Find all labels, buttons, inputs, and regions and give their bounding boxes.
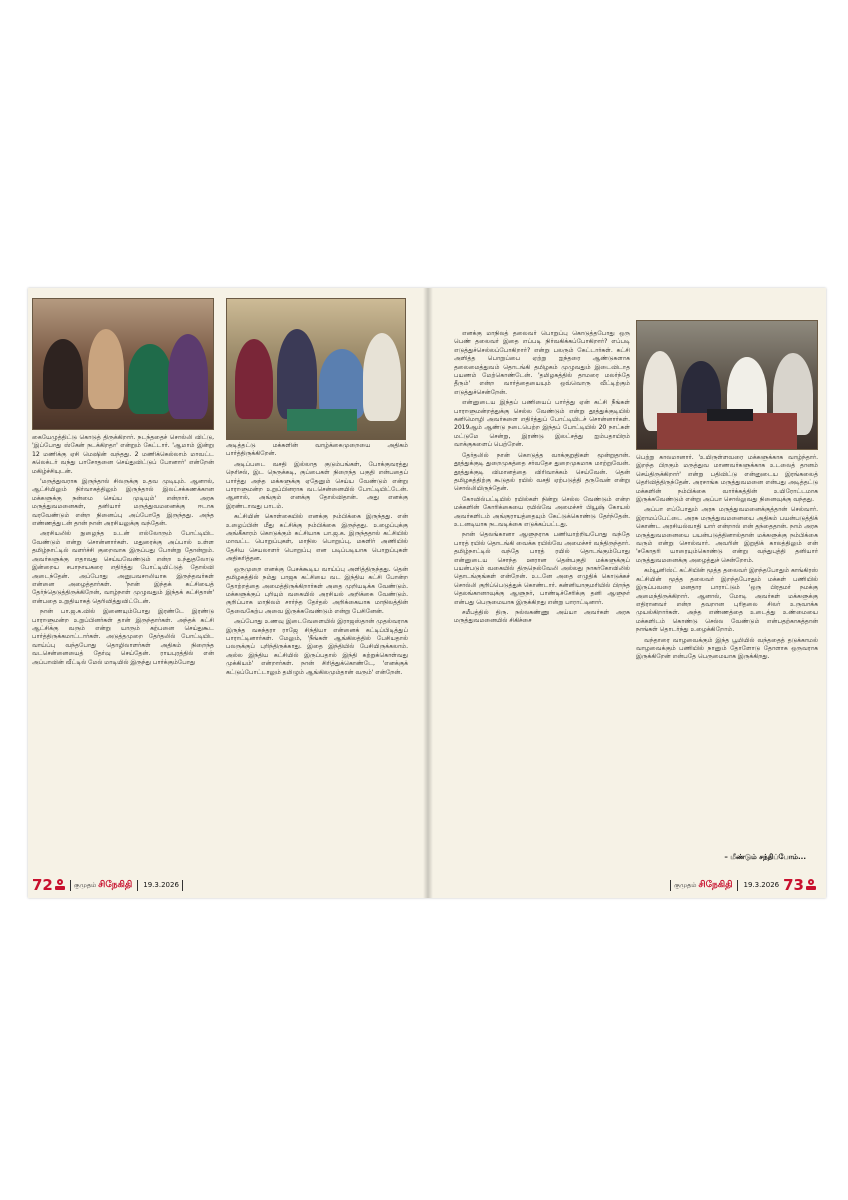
- magazine-name: குமுதம்: [674, 880, 697, 889]
- paragraph: பெற்று காலமானார். 'உயிருள்ளவரை மக்களுக்காக வாழ்ந்தார். இறந்த பிறகும் மருத்துவ மாணவர்களுக்காக உடலைத் தானம் செய்திருக்கிறார்' என்று பதிவிட்டு என்னுடைய இரங்கலைத் தெரிவித்திருந்தேன். அரசாங்க மருத்துவமனை என்பது அடித்தட்டு மக்களின் நம்பிக்கை வார்க்கத்தின் உயிரோட்டமாக இருக்கவேண்டும் என்று அப்பா சொல்லுவது நினைவுக்கு வந்தது.: [636, 454, 818, 504]
- page-number: 73: [783, 876, 804, 894]
- paragraph: என்னுடைய இந்தப் பணியைப் பார்த்து ஏன் கட்சி நீங்கள் பாராளுமன்றத்துக்கு செல்ல வேண்டும் என்று தூத்துக்குடியில் கனிமொழி அவர்களை எதிர்த்துப் போட்டியிடச் சொன்னார்கள். 2019ஆம் ஆண்டு நடைபெற்ற இந்தப் போட்டியில் 20 நாட்கள் மட்டுமே சென்று, இரண்டு இலட்சத்து ஐம்பதாயிரம் வாக்குகளைப் பெற்றேன்.: [454, 399, 630, 449]
- paragraph: அடித்தட்டு மக்களின் வாழ்க்கைமுறையை அதிகம் பார்த்திருக்கிறேன்.: [226, 442, 408, 458]
- paragraph: வந்தாரை வாழவைக்கும் இந்த பூமியில் வந்ததைத் தடுக்காமல் வாழவைக்கும் பணியில் நானும் தோளோடு தோளாக ஒருவராக இருக்கிறேன் என்பதே பெருமையாக இருக்கிறது.: [636, 636, 818, 661]
- divider: [670, 880, 671, 891]
- right-page: [428, 288, 826, 898]
- left-page-footer: [32, 876, 186, 894]
- paragraph: அப்போது உணவு இடைவேளையில் இராஜஸ்தான் முதல்வராக இருந்த வசுந்தரா ராஜே சிந்தியா என்னைக் கட்டிப்பிடித்துப் பாராட்டினார்கள். மேலும், 'நீங்கள் ஆங்கிலத்தில் பேசியதால் பலருக்குப் புரிந்திருக்காது. இதை இந்தியில் பேசியிருக்கலாம். அல்ல இந்திய கட்சியில் இருப்பதால் இந்தி கற்றுக்கொள்வது முக்கியம்' என்றார்கள். நான் சிரித்துக்கொண்டே, 'எனக்குக் கட்டுப்போட்டாலும் தமிழும் ஆங்கிலமும்தான் வரும்' என்றேன்.: [226, 618, 408, 676]
- paragraph: அடிப்படை வசதி இல்லாத குடும்பங்கள், போக்குவரத்து நெரிசல், இட நெருக்கடி, குப்பைகள் நிறைந்த பகுதி என்பதைப் பார்த்து அந்த மக்களுக்கு ஏதேனும் செய்ய வேண்டும் என்று பாராளுமன்ற உறுப்பினராக வடசென்னையில் போட்டியிட்டேன். ஆனால், அங்கும் எனக்கு தோல்விதான். அது எனக்கு இரண்டாவது பாடம்.: [226, 460, 408, 510]
- right-column-1: [454, 330, 630, 860]
- left-column-2: [226, 442, 408, 866]
- paragraph: கட்சியின் கொள்கையில் எனக்கு நம்பிக்கை இருந்தது. என் உழைப்பின் மீது கட்சிக்கு நம்பிக்கை இருந்தது. உழைப்புக்கு அங்கீகாரம் கொடுக்கும் கட்சியாக பா.ஜ.க. இருந்ததால் கட்சியில் மாவட்ட பொறுப்புகள், மாநில பொறுப்பு, மகளிர் அணியில் தேசிய செயலாளர் பொறுப்பு என படிப்படியாக பொறுப்புகள் அதிகரித்தன.: [226, 513, 408, 563]
- paragraph: 'மருத்துவராக இருந்தால் சிலருக்கு உதவ முடியும். ஆனால், ஆட்சியிலும் நிர்வாகத்திலும் இருந்தால் இலட்சக்கணக்கான மக்களுக்கு நன்மை செய்ய முடியும்' என்றார். அரசு மருத்துவமனைகள், தனியார் மருத்துவமனைக்கு ஈடாக வரவேண்டும் என்ற நினைப்பு அப்போதே இருந்தது. அந்த எண்ணத்துடன் தான் நான் அரசியலுக்கு வந்தேன்.: [32, 478, 214, 528]
- issue-date: 19.3.2026: [743, 881, 780, 889]
- page-number: 72: [32, 876, 53, 894]
- photo-visit-center: [226, 298, 406, 440]
- paragraph: நான் பா.ஜ.க.வில் இணையும்போது இரண்டே இரண்டு பாராளுமன்ற உறுப்பினர்கள் தான் இருந்தார்கள். அந்தக் கட்சி ஆட்சிக்கு வரும் என்று யாரும் கற்பனை செய்துகூட பார்த்திருக்கமாட்டார்கள். அடுத்தமுறை தேர்தலில் போட்டியிட வாய்ப்பு வந்தபோது தொழிலாளர்கள் அதிகம் நிறைந்த வடசென்னையைத் தேர்வு செய்தேன். ராயபுரத்தில் என் அப்பாவின் வீட்டில் மேல் மாடியில் இருந்து பார்க்கும்போது: [32, 608, 214, 666]
- left-column-1: [32, 434, 214, 866]
- divider: [182, 880, 183, 891]
- brand-logo-icon: [806, 879, 816, 891]
- brand-logo-icon: [55, 879, 65, 891]
- paragraph: அரசியலில் நுழைந்த உடன் எல்லோரும் போட்டியிட வேண்டும் என்று சொன்னார்கள். மதுரைக்கு அப்பால் உள்ள தமிழ்நாட்டில் வளர்ச்சி குறைவாக இருப்பது போன்று தோன்றும். அவர்களுக்கு எதாவது செய்யவேண்டும் என்ற உந்துதலோடு இன்றைய சபாநாயகரை எதிர்த்து போட்டியிட்டுத் தோல்வி அடைந்தேன். அப்போது அனுபவசாலியாக இருந்தவர்கள் என்னை அழைத்தார்கள். 'நான் இந்தக் கட்சியைத் தேர்ந்தெடுத்திருக்கிறேன், வாழ்நாள் முழுவதும் இந்தக் கட்சிதான்' என்பதை உறுதியாகத் தெரிவித்துவிட்டேன்.: [32, 530, 214, 605]
- paragraph: சமீபத்தில் திரு. நல்லகண்ணு அய்யா அவர்கள் அரசு மருத்துவமனையில் சிகிச்சை: [454, 609, 630, 625]
- photo-hospital-visit: [636, 320, 818, 450]
- paragraph: நான் தெலங்கானா ஆளுநராக பணியாற்றியபோது வந்தே பாரத் ரயில் தொடங்கி வைக்க ரயில்வே அமைச்சர் வந்திருந்தார். தமிழ்நாட்டில் வந்தே பாரத் ரயில் தொடங்கும்போது என்னுடைய சொந்த ஊரான தென்பகுதி மக்களுக்குப் பயன்படும் வகையில் திருநெல்வேலி அல்லது நாகர்கோவிலில் தொடங்குங்கள் என்றேன். உடனே அதை எழுதிக் கொடுக்கச் சொல்லி குறிப்பெடுத்துக் கொண்டார். கன்னியாகுமரியில் பிறந்த தெலங்கானாவுக்கு ஆளுநர், பாண்டிச்சேரிக்கு தனி ஆளுநர் என்பது பெருமையாக இருக்கிறது என்று பாராட்டினார்.: [454, 531, 630, 606]
- divider: [70, 880, 71, 891]
- photo-crowd-left: [32, 298, 214, 430]
- magazine-name: குமுதம்: [73, 880, 97, 889]
- paragraph: தேர்தலில் நான் கொடுத்த வாக்குறுதிகள் மூன்றுதான். தூத்துக்குடி துறைமுகத்தை சர்வதேச துறைமுகமாக மாற்றுவேன். தூத்துக்குடி விமானத்தை விரிவாக்கம் செய்வேன். தென் தமிழகத்திற்கு கூடுதல் ரயில் வசதி ஏற்படுத்தி தருவேன் என்று சொல்லியிருந்தேன்.: [454, 451, 630, 493]
- brand-name: சிநேகிதி: [98, 879, 133, 890]
- brand-name: சிநேகிதி: [698, 879, 733, 890]
- continued-note: – மீண்டும் சந்திப்போம்...: [724, 853, 806, 861]
- issue-date: 19.3.2026: [143, 881, 179, 889]
- divider: [137, 880, 138, 891]
- paragraph: ஒருமுறை எனக்கு பேசக்கூடிய வாய்ப்பு அளித்திருந்தது. தென் தமிழகத்தில் நம்து பாஜக கட்சியை வட இந்திய கட்சி போன்ற தோற்றத்தை அமைத்திருக்கிறார்கள் அதை முறியடிக்க வேண்டும். மக்களுக்குப் புரியும் வகையில் அரசியல் அறிக்கை வேண்டும். குறிப்பாக மாநிலம் சார்ந்த தேர்தல் அறிக்கையாக மாநிலத்தின் தேவைகேற்ப அவை இருக்கவேண்டும் என்று பேசினேன்.: [226, 565, 408, 615]
- paragraph: அப்பா எப்போதும் அரசு மருத்துவமனைக்குத்தான் செல்வார். இராமப்பேட்டை அரசு மருத்துவமனையை அதிகம் பயன்படுத்திக் கொண்ட அரசியல்வாதி யார் என்றால் என் தந்தைதான். நாம் அரசு மருத்துவமனையை பயன்படுத்தினால்தான் மக்களுக்கு நம்பிக்கை வரும் என்று சொல்வார். அவரின் இறுதிக் காலத்திலும் என் 'சகோதரி யாரையும்கொண்டு என்று வந்துபுத்தி தனியார் மருத்துவமனைக்கு அழைத்துச் சென்றோம்.: [636, 506, 818, 564]
- paragraph: கம்யூனிஸ்ட் கட்சியின் மூத்த தலைவர் இறந்தபோதும் காங்கிரஸ் கட்சியின் மூத்த தலைவர் இறந்தபோதும் மக்கள் பணியில் இருப்பவரை மனதார பாராட்டும் 'ஒரு பிரதமர் நமக்கு அமைந்திருக்கிறார். ஆனால், மோடி அவர்கள் மக்களுக்கு எதிரானவர் என்ற தவறான புரிதலை சிலர் உருவாக்க முயல்கிறார்கள். அந்த எண்ணத்தை உடைத்து உண்மையை மக்களிடம் கொண்டு செல்ல வேண்டும் என்பதற்காகத்தான் நாங்கள் தொடர்ந்து உழைக்கிறோம்.: [636, 567, 818, 634]
- right-page-footer: [667, 876, 818, 894]
- paragraph: எனக்கு மாநிலத் தலைவர் பொறுப்பு கொடுத்தபோது ஒரு பெண் தலைவர் இதை எப்படி நிர்வகிக்கப்போகிறார்? எப்படி எடுத்துச்செல்லப்போகிறார்? என்று பலரும் கேட்டார்கள். கட்சி அளித்த பொறுப்பை ஏற்று ஐந்தரை ஆண்டுகளாக தலைமைத்துவம் தொடங்கி தமிழகம் முழுவதும் இடைவிடாத பயணம் மேற்கொண்டேன். 'தமிழகத்தில் தாமரை மலர்ந்தே தீரும்' என்ற வார்த்தையையும் ஒவ்வொரு வீட்டிற்கும் எடுத்துச்சென்றேன்.: [454, 330, 630, 396]
- right-column-2: [636, 454, 818, 836]
- magazine-spread: [28, 288, 826, 898]
- paragraph: கோவில்பட்டியில் ரயில்கள் நின்று செல்ல வேண்டும் என்ற மக்களின் கோரிக்கையை ரயில்வே அமைச்சர் பியூஷ் கோயல் அவர்களிடம் அங்குராயத்தையும் கேட்டுக்கொண்டு தேர்ந்தேன். உடனடியாக நடவடிக்கை எடுக்கப்பட்டது.: [454, 495, 630, 528]
- paragraph: கையேழுத்திட்டு கொடுத் திருக்கிறார். நடந்ததைச் சொல்லி விட்டு, 'இப்போது ஸ்கேன் நடக்கிறதா' என்றும் கேட்டார். 'ஆமாம் இன்று 12 மணிக்கு ஏசி மெஷின் வந்தது. 2 மணிக்கெல்லாம் மாவட்ட கலெக்டர் வந்து பாசோதனை செய்துவிட்டுப் போனார்' என்றேன் மகிழ்ச்சியுடன்.: [32, 434, 214, 475]
- divider: [737, 880, 738, 891]
- left-page: [28, 288, 426, 898]
